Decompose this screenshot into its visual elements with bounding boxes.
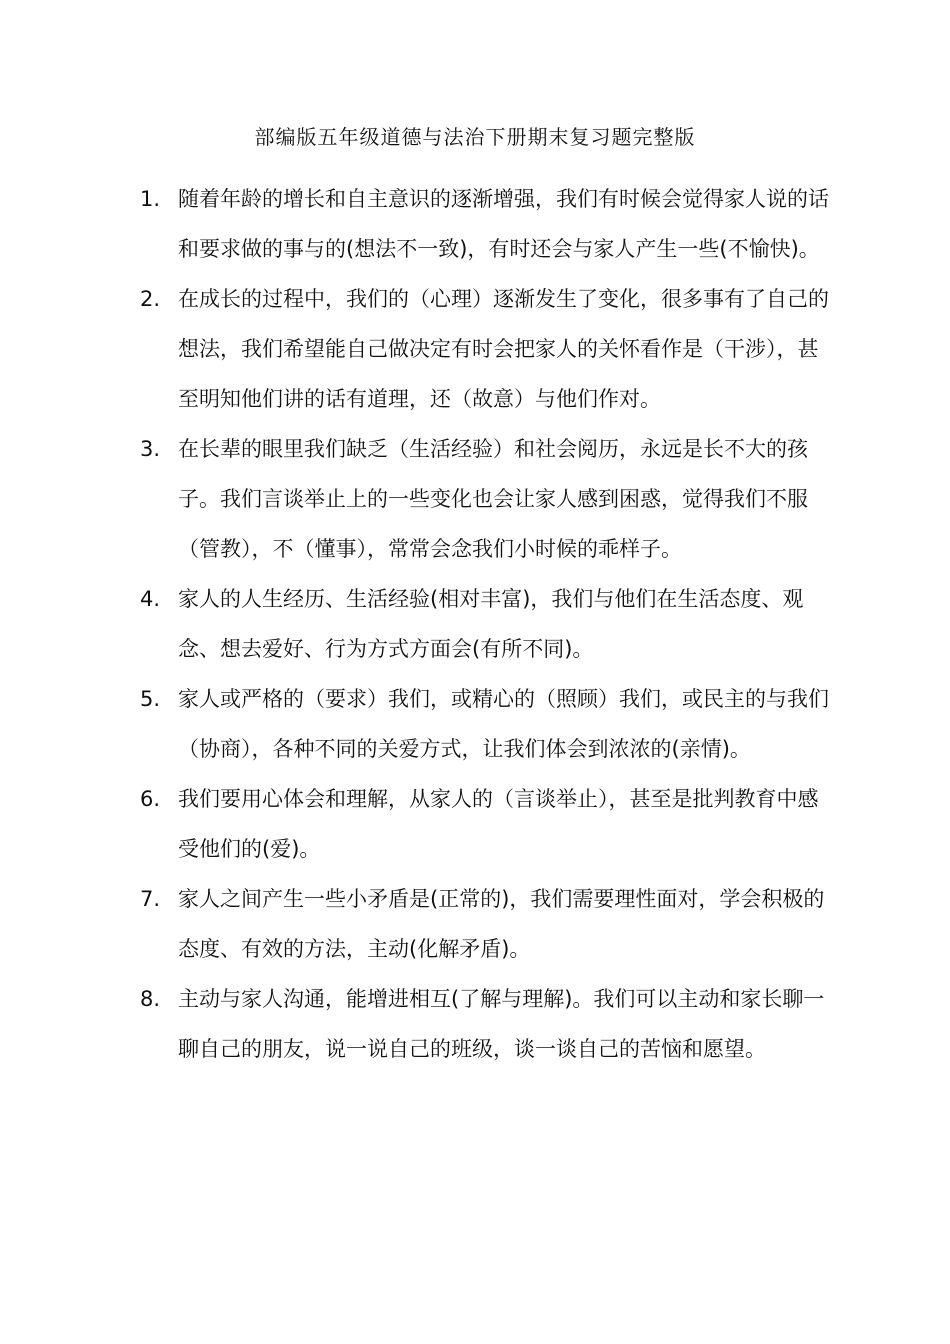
item-text: 在成长的过程中，我们的（心理）逐渐发生了变化，很多事有了自己的想法，我们希望能自己做决定有时会把家人的关怀看作是（干涉），甚至明知他们讲的话有道理，还（故意）与他们作对。 (178, 287, 829, 411)
item-text: 随着年龄的增长和自主意识的逐渐增强，我们有时候会觉得家人说的话和要求做的事与的(想法不一致)，有时还会与家人产生一些(不愉快)。 (178, 187, 829, 261)
list-item (140, 974, 830, 1074)
item-number: 7. (140, 887, 161, 911)
list-item (140, 174, 830, 274)
list-item (140, 874, 830, 974)
list-item (140, 274, 830, 424)
item-text: 我们要用心体会和理解，从家人的（言谈举止），甚至是批判教育中感受他们的(爱)。 (178, 787, 819, 861)
item-text: 主动与家人沟通，能增进相互(了解与理解)。我们可以主动和家长聊一聊自己的朋友，说一说自己的班级，谈一谈自己的苦恼和愿望。 (178, 987, 825, 1061)
item-number: 2. (140, 287, 161, 311)
item-number: 1. (140, 187, 161, 211)
item-text: 家人之间产生一些小矛盾是(正常的)，我们需要理性面对，学会积极的态度、有效的方法，主动(化解矛盾)。 (178, 887, 825, 961)
list-item (140, 574, 830, 674)
list-item (140, 774, 830, 874)
question-list (140, 174, 830, 1074)
item-number: 4. (140, 587, 161, 611)
list-item (140, 424, 830, 574)
item-number: 3. (140, 437, 161, 461)
item-number: 5. (140, 687, 161, 711)
item-text: 在长辈的眼里我们缺乏（生活经验）和社会阅历，永远是长不大的孩子。我们言谈举止上的一些变化也会让家人感到困惑，觉得我们不服（管教），不（懂事），常常会念我们小时候的乖样子。 (178, 437, 808, 561)
document-title: 部编版五年级道德与法治下册期末复习题完整版 (254, 125, 696, 149)
list-item (140, 674, 830, 774)
item-number: 6. (140, 787, 161, 811)
item-number: 8. (140, 987, 161, 1011)
item-text: 家人的人生经历、生活经验(相对丰富)，我们与他们在生活态度、观念、想去爱好、行为方式方面会(有所不同)。 (178, 587, 804, 661)
item-text: 家人或严格的（要求）我们，或精心的（照顾）我们，或民主的与我们（协商），各种不同的关爱方式，让我们体会到浓浓的(亲情)。 (178, 687, 829, 761)
